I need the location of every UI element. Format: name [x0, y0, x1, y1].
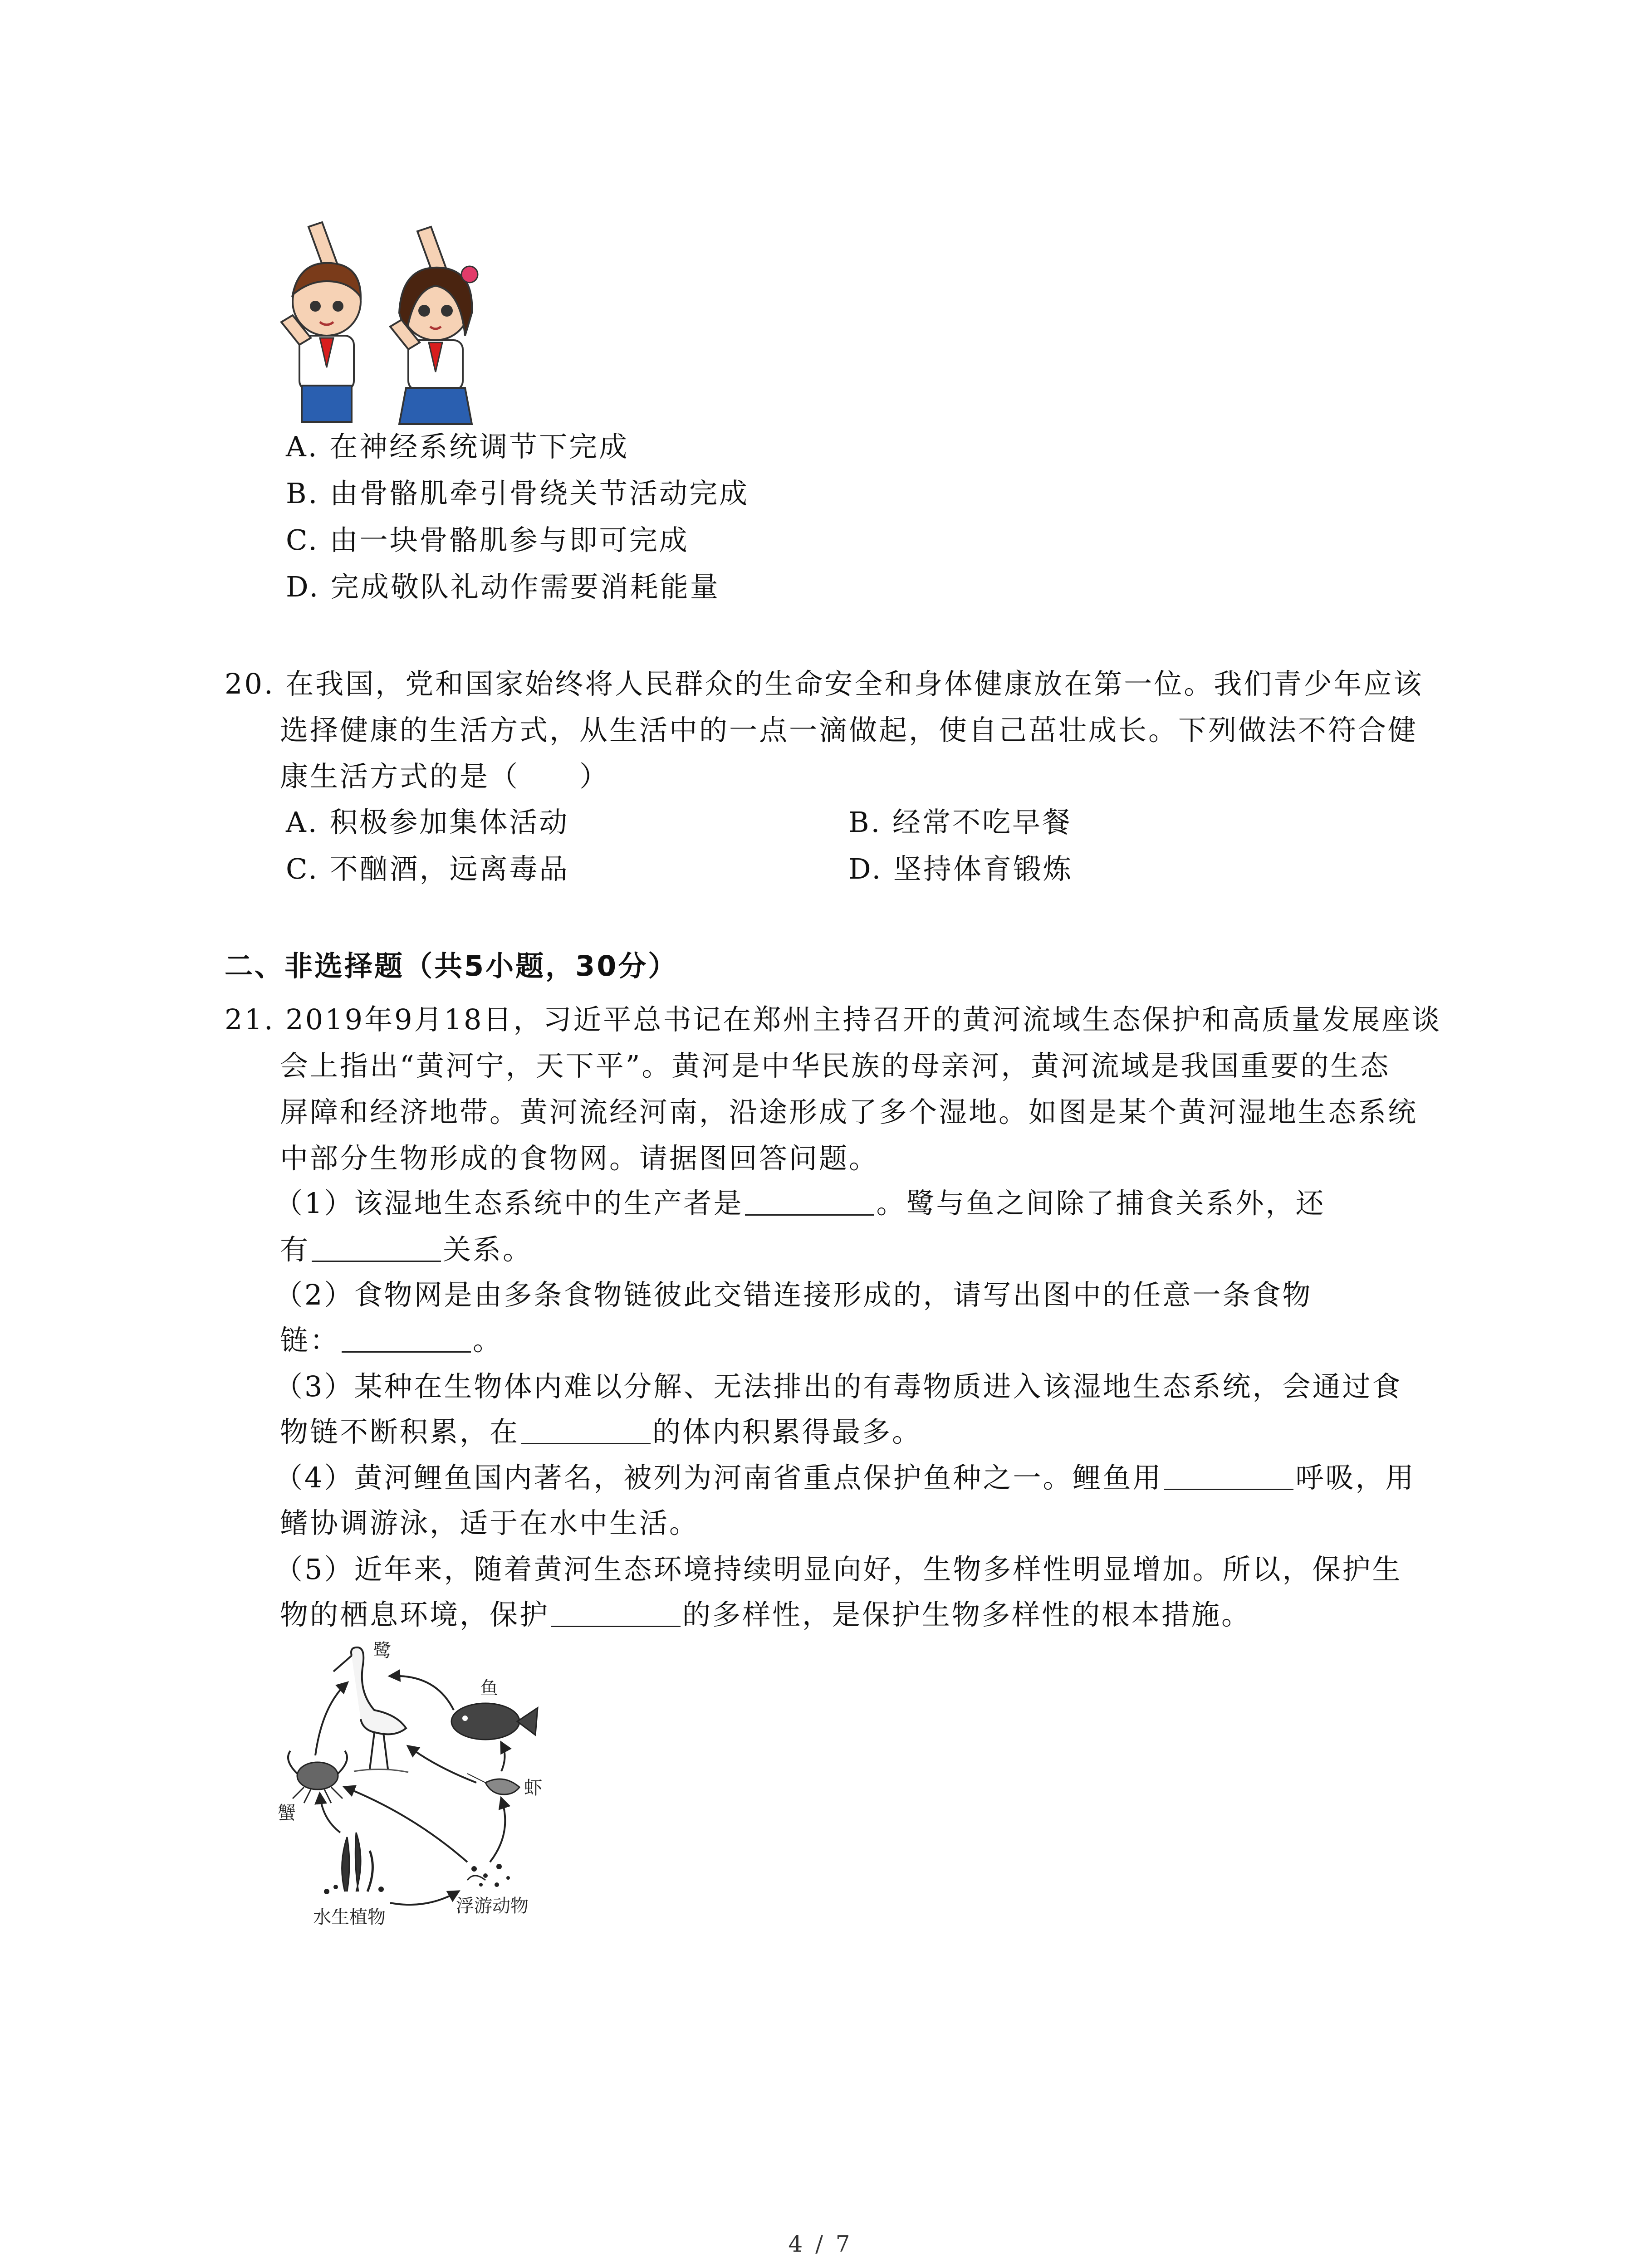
q20-option-d: D. 坚持体育锻炼 — [848, 852, 1073, 885]
q21-stem-line-2: 会上指出“黄河宁，天下平”。黄河是中华民族的母亲河，黄河流域是我国重要的生态 — [280, 1049, 1391, 1082]
q21-part-1-text-c: 有 — [280, 1233, 310, 1266]
shrimp-drawing — [467, 1774, 519, 1794]
q21-part-5-blank[interactable] — [551, 1598, 681, 1627]
q21-part-3-line-1: （3）某种在生物体内难以分解、无法排出的有毒物质进入该湿地生态系统，会通过食 — [274, 1370, 1402, 1403]
arrow-shrimp-to-heron — [408, 1746, 476, 1783]
q20-option-b: B. 经常不吃早餐 — [848, 806, 1072, 839]
q21-part-5-line-1: （5）近年来，随着黄河生态环境持续明显向好，生物多样性明显增加。所以，保护生 — [274, 1553, 1402, 1586]
q19-option-a: A. 在神经系统调节下完成 — [286, 430, 629, 463]
crab-drawing — [288, 1751, 347, 1803]
boy-figure — [281, 222, 361, 422]
arrow-fish-to-heron — [390, 1676, 454, 1710]
q21-part-1-line-2 — [280, 1232, 533, 1268]
q21-part-1-blank-1[interactable] — [745, 1186, 874, 1216]
q19-option-d: D. 完成敬队礼动作需要消耗能量 — [286, 570, 720, 603]
q21-part-2-blank[interactable] — [342, 1323, 471, 1353]
label-plankton: 浮游动物 — [456, 1896, 529, 1916]
q21-part-3-text-b: 的体内积累得最多。 — [652, 1415, 922, 1448]
q20-stem-line-2: 选择健康的生活方式，从生活中的一点一滴做起，使自己茁壮成长。下列做法不符合健 — [280, 714, 1418, 747]
plankton-drawing — [467, 1864, 510, 1887]
q21-part-1-text-d: 关系。 — [443, 1233, 533, 1266]
q21-part-5-line-2 — [280, 1597, 1251, 1633]
q21-part-2-text-a: 链： — [280, 1324, 340, 1357]
heron-drawing — [333, 1647, 408, 1772]
arrow-plants-to-plankton — [390, 1892, 458, 1905]
q21-part-4-blank[interactable] — [1164, 1461, 1293, 1490]
girl-figure — [390, 227, 478, 424]
arrow-shrimp-to-fish — [501, 1743, 505, 1771]
saluting-students-illustration — [272, 218, 499, 426]
q21-part-1-text-b: 。鹭与鱼之间除了捕食关系外，还 — [876, 1187, 1326, 1220]
label-aquatic-plants: 水生植物 — [313, 1907, 386, 1928]
label-shrimp: 虾 — [524, 1778, 542, 1799]
q19-option-b: B. 由骨骼肌牵引骨绕关节活动完成 — [286, 477, 749, 510]
q21-part-3-blank[interactable] — [521, 1415, 651, 1444]
q20-option-c: C. 不酗酒，远离毒品 — [286, 852, 569, 885]
q19-option-c: C. 由一块骨骼肌参与即可完成 — [286, 523, 689, 557]
label-fish: 鱼 — [480, 1678, 498, 1699]
label-crab: 蟹 — [278, 1803, 296, 1823]
page-number: 4 / 7 — [788, 2231, 853, 2257]
q21-part-2-line-2 — [280, 1322, 503, 1359]
q21-part-5-text-a: 物的栖息环境，保护 — [280, 1598, 550, 1631]
q21-stem-line-1: 21. 2019年9月18日，习近平总书记在郑州主持召开的黄河流域生态保护和高质量发展座谈 — [225, 1003, 1442, 1036]
q21-part-2-line-1: （2）食物网是由多条食物链彼此交错连接形成的，请写出图中的任意一条食物 — [274, 1278, 1313, 1311]
q21-stem-line-4: 中部分生物形成的食物网。请据图回答问题。 — [280, 1142, 879, 1175]
q21-part-4-text-b: 呼吸，用 — [1295, 1461, 1416, 1494]
q20-option-a: A. 积极参加集体活动 — [286, 806, 569, 839]
q21-part-1-line-1 — [274, 1185, 1325, 1222]
section-2-heading: 二、非选择题（共5小题，30分） — [225, 949, 678, 982]
arrow-crab-to-heron — [315, 1683, 347, 1755]
fish-drawing — [451, 1703, 538, 1740]
q21-part-1-text-a: （1）该湿地生态系统中的生产者是 — [274, 1187, 744, 1220]
q21-stem-line-3: 屏障和经济地带。黄河流经河南，沿途形成了多个湿地。如图是某个黄河湿地生态系统 — [280, 1095, 1418, 1129]
food-web-diagram — [272, 1637, 581, 1946]
arrow-plankton-to-crab — [345, 1787, 467, 1862]
arrow-plankton-to-shrimp — [490, 1799, 505, 1862]
label-heron: 鹭 — [373, 1640, 391, 1661]
q21-part-4-line-2: 鳍协调游泳，适于在水中生活。 — [280, 1506, 700, 1540]
q21-part-3-line-2 — [280, 1414, 922, 1450]
q21-part-4-line-1 — [274, 1460, 1415, 1496]
q21-part-3-text-a: 物链不断积累，在 — [280, 1415, 520, 1448]
q20-stem-line-1: 20. 在我国，党和国家始终将人民群众的生命安全和身体健康放在第一位。我们青少年应该 — [225, 667, 1424, 700]
q21-part-1-blank-2[interactable] — [312, 1232, 441, 1262]
aquatic-plants-drawing — [324, 1833, 384, 1894]
q21-part-4-text-a: （4）黄河鲤鱼国内著名，被列为河南省重点保护鱼种之一。鲤鱼用 — [274, 1461, 1163, 1494]
q21-part-2-text-b: 。 — [473, 1324, 503, 1357]
q20-stem-line-3: 康生活方式的是（ ） — [280, 760, 610, 793]
q21-part-5-text-b: 的多样性，是保护生物多样性的根本措施。 — [682, 1598, 1252, 1631]
